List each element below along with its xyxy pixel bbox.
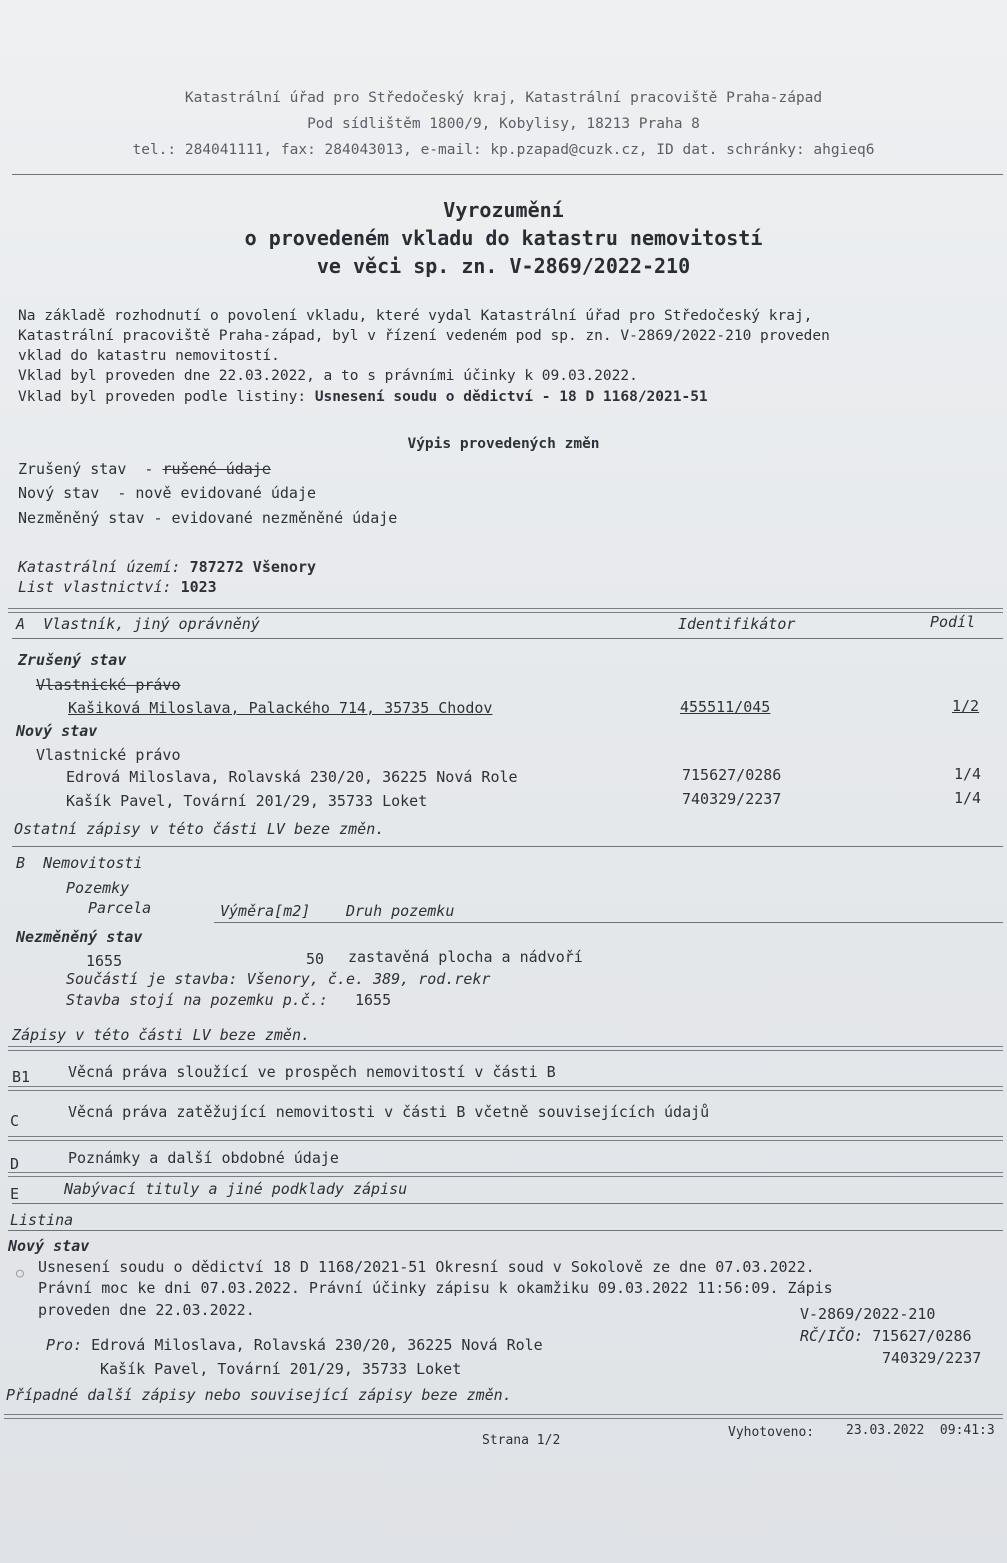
e-line-2: Právní moc ke dni 07.03.2022. Právní účinky zápisu k okamžiku 09.03.2022 11:56:09. Zápis (38, 1279, 833, 1297)
intro-line-1: Na základě rozhodnutí o povolení vkladu, které vydal Katastrální úřad pro Středočeský kraj, (18, 308, 813, 324)
b-part-of-text: Součástí je stavba: Všenory, č.e. 389, rod.rekr (66, 970, 491, 988)
changes-heading: Výpis provedených změn (407, 436, 600, 452)
a-new-right: Vlastnické právo (36, 746, 181, 764)
intro-line-5-prefix: Vklad byl proveden podle listiny: (18, 389, 307, 405)
header-divider (12, 174, 1003, 175)
ownership-list (18, 578, 217, 596)
section-b-header-rule (214, 922, 1003, 923)
a-new-owner-2-id: 740329/2237 (682, 790, 782, 808)
e-bullet-icon: ○ (16, 1266, 24, 1281)
b-stands-on-value: 1655 (355, 991, 392, 1009)
b-stands-on-label: Stavba stojí na pozemku p.č.: (66, 991, 328, 1009)
e-line-3: proveden dne 22.03.2022. (38, 1301, 255, 1319)
section-e-header-rule (12, 1203, 1003, 1204)
section-b-col-area: Výměra[m2] (220, 902, 311, 920)
section-c-code: C (10, 1112, 20, 1130)
legend-new-value: nově evidované údaje (135, 484, 317, 502)
a-new-owner-1-name: Edrová Miloslava, Rolavská 230/20, 36225 Nová Role (66, 768, 518, 786)
intro-line-5-doc: Usnesení soudu o dědictví - 18 D 1168/2021-51 (314, 389, 708, 405)
e-new-state: Nový stav (8, 1237, 90, 1255)
page-bottom-rule (4, 1414, 1003, 1419)
section-e-label: Nabývací tituly a jiné podklady zápisu (64, 1180, 408, 1198)
a-new-owner-1-id: 715627/0286 (682, 766, 782, 784)
section-a-bottom-rule (12, 846, 1003, 847)
b-footer: Zápisy v této části LV beze změn. (12, 1026, 311, 1044)
b-part-of (66, 970, 490, 988)
cadastral-area (18, 558, 316, 576)
e-pro-1-value: Edrová Miloslava, Rolavská 230/20, 36225 Nová Role (91, 1336, 543, 1354)
section-e-rule (8, 1172, 1003, 1177)
e-rc-label: RČ/IČO: (800, 1327, 864, 1345)
intro-line-4: Vklad byl proveden dne 22.03.2022, a to s právními účinky k 09.03.2022. (18, 368, 638, 384)
e-listina-rule (8, 1230, 1003, 1231)
a-cancelled-right: Vlastnické právo (36, 676, 181, 694)
doc-title-line3: ve věci sp. zn. V-2869/2022-210 (316, 254, 691, 278)
issued-value: 23.03.2022 09:41:3 (846, 1423, 995, 1438)
section-a-col-id: Identifikátor (678, 615, 796, 633)
section-b-header: B Nemovitosti (16, 854, 143, 872)
section-a-top-rule (8, 608, 1003, 613)
section-b1-label: Věcná práva sloužící ve prospěch nemovitostí v části B (68, 1063, 556, 1081)
a-new-owner-2-name: Kašík Pavel, Tovární 201/29, 35733 Loket (66, 792, 428, 810)
section-d-code: D (10, 1155, 20, 1173)
b-parcel: 1655 (86, 952, 123, 970)
legend-cancelled-label: Zrušený stav - (18, 460, 154, 478)
intro-line-2: Katastrální pracoviště Praha-západ, byl v řízení vedeném pod sp. zn. V-2869/2022-210 proveden (18, 328, 830, 344)
legend-cancelled-value: rušené údaje (162, 460, 271, 478)
cadastral-area-value: 787272 Všenory (189, 558, 317, 576)
ownership-list-label: List vlastnictví: (18, 578, 172, 596)
section-c-label: Věcná práva zatěžující nemovitosti v části B včetně souvisejících údajů (68, 1103, 710, 1121)
e-footer: Případné další zápisy nebo související zápisy beze změn. (6, 1386, 512, 1404)
page-number: Strana 1/2 (482, 1433, 561, 1448)
legend-cancelled (18, 460, 271, 478)
a-new-owner-1-share: 1/4 (954, 765, 982, 783)
e-line-1: Usnesení soudu o dědictví 18 D 1168/2021-51 Okresní soud v Sokolově ze dne 07.03.2022. (38, 1258, 815, 1276)
intro-line-5 (18, 389, 708, 405)
a-cancelled-state: Zrušený stav (18, 651, 127, 669)
e-listina: Listina (10, 1211, 74, 1229)
intro-line-3: vklad do katastru nemovitostí. (18, 348, 280, 364)
doc-title-line2: o provedeném vkladu do katastru nemovitostí (244, 226, 763, 250)
section-b1-code: B1 (12, 1068, 31, 1086)
section-b-col-type: Druh pozemku (346, 902, 455, 920)
section-d-label: Poznámky a další obdobné údaje (68, 1149, 339, 1167)
e-pro-label: Pro: (46, 1336, 83, 1354)
section-a-header-rule (12, 638, 1003, 639)
e-rc-1 (800, 1327, 972, 1345)
a-new-owner-2-share: 1/4 (954, 789, 982, 807)
e-rc-2: 740329/2237 (882, 1349, 982, 1367)
section-a-col-share: Podíl (930, 613, 976, 631)
a-new-state: Nový stav (16, 722, 98, 740)
b-stands-on (66, 991, 391, 1009)
section-a-header: A Vlastník, jiný oprávněný (16, 615, 260, 633)
office-address: Pod sídlištěm 1800/9, Kobylisy, 18213 Praha 8 (307, 116, 700, 132)
legend-new (18, 484, 316, 502)
e-pro-2: Kašík Pavel, Tovární 201/29, 35733 Loket (100, 1360, 462, 1378)
b-type: zastavěná plocha a nádvoří (348, 948, 583, 966)
section-b-col-parcel: Parcela (88, 899, 152, 917)
issued-label: Vyhotoveno: (728, 1425, 815, 1440)
section-b1-rule (8, 1046, 1003, 1051)
cadastral-area-label: Katastrální území: (18, 558, 181, 576)
section-d-rule (8, 1136, 1003, 1141)
b-state: Nezměněný stav (16, 928, 143, 946)
ownership-list-value: 1023 (180, 578, 217, 596)
a-cancelled-owner-name: Kašiková Miloslava, Palackého 714, 35735 Chodov (68, 699, 493, 717)
a-footer: Ostatní zápisy v této části LV beze změn. (14, 820, 385, 838)
legend-new-label: Nový stav - (18, 484, 127, 502)
doc-title-line1: Vyrozumění (443, 198, 564, 222)
e-pro-1 (46, 1336, 543, 1354)
office-contact: tel.: 284041111, fax: 284043013, e-mail: kp.pzapad@cuzk.cz, ID dat. schránky: ahgieq6 (132, 142, 875, 158)
e-case-no: V-2869/2022-210 (800, 1305, 936, 1323)
b-area: 50 (306, 950, 325, 968)
section-c-rule (8, 1086, 1003, 1091)
section-b-sub: Pozemky (66, 879, 130, 897)
legend-unchanged: Nezměněný stav - evidované nezměněné údaje (18, 509, 398, 527)
a-cancelled-owner-id: 455511/045 (680, 698, 771, 716)
section-e-code: E (10, 1185, 20, 1203)
office-name: Katastrální úřad pro Středočeský kraj, Katastrální pracoviště Praha-západ (184, 90, 823, 106)
e-rc-1-value: 715627/0286 (872, 1327, 972, 1345)
a-cancelled-owner-share: 1/2 (952, 697, 980, 715)
